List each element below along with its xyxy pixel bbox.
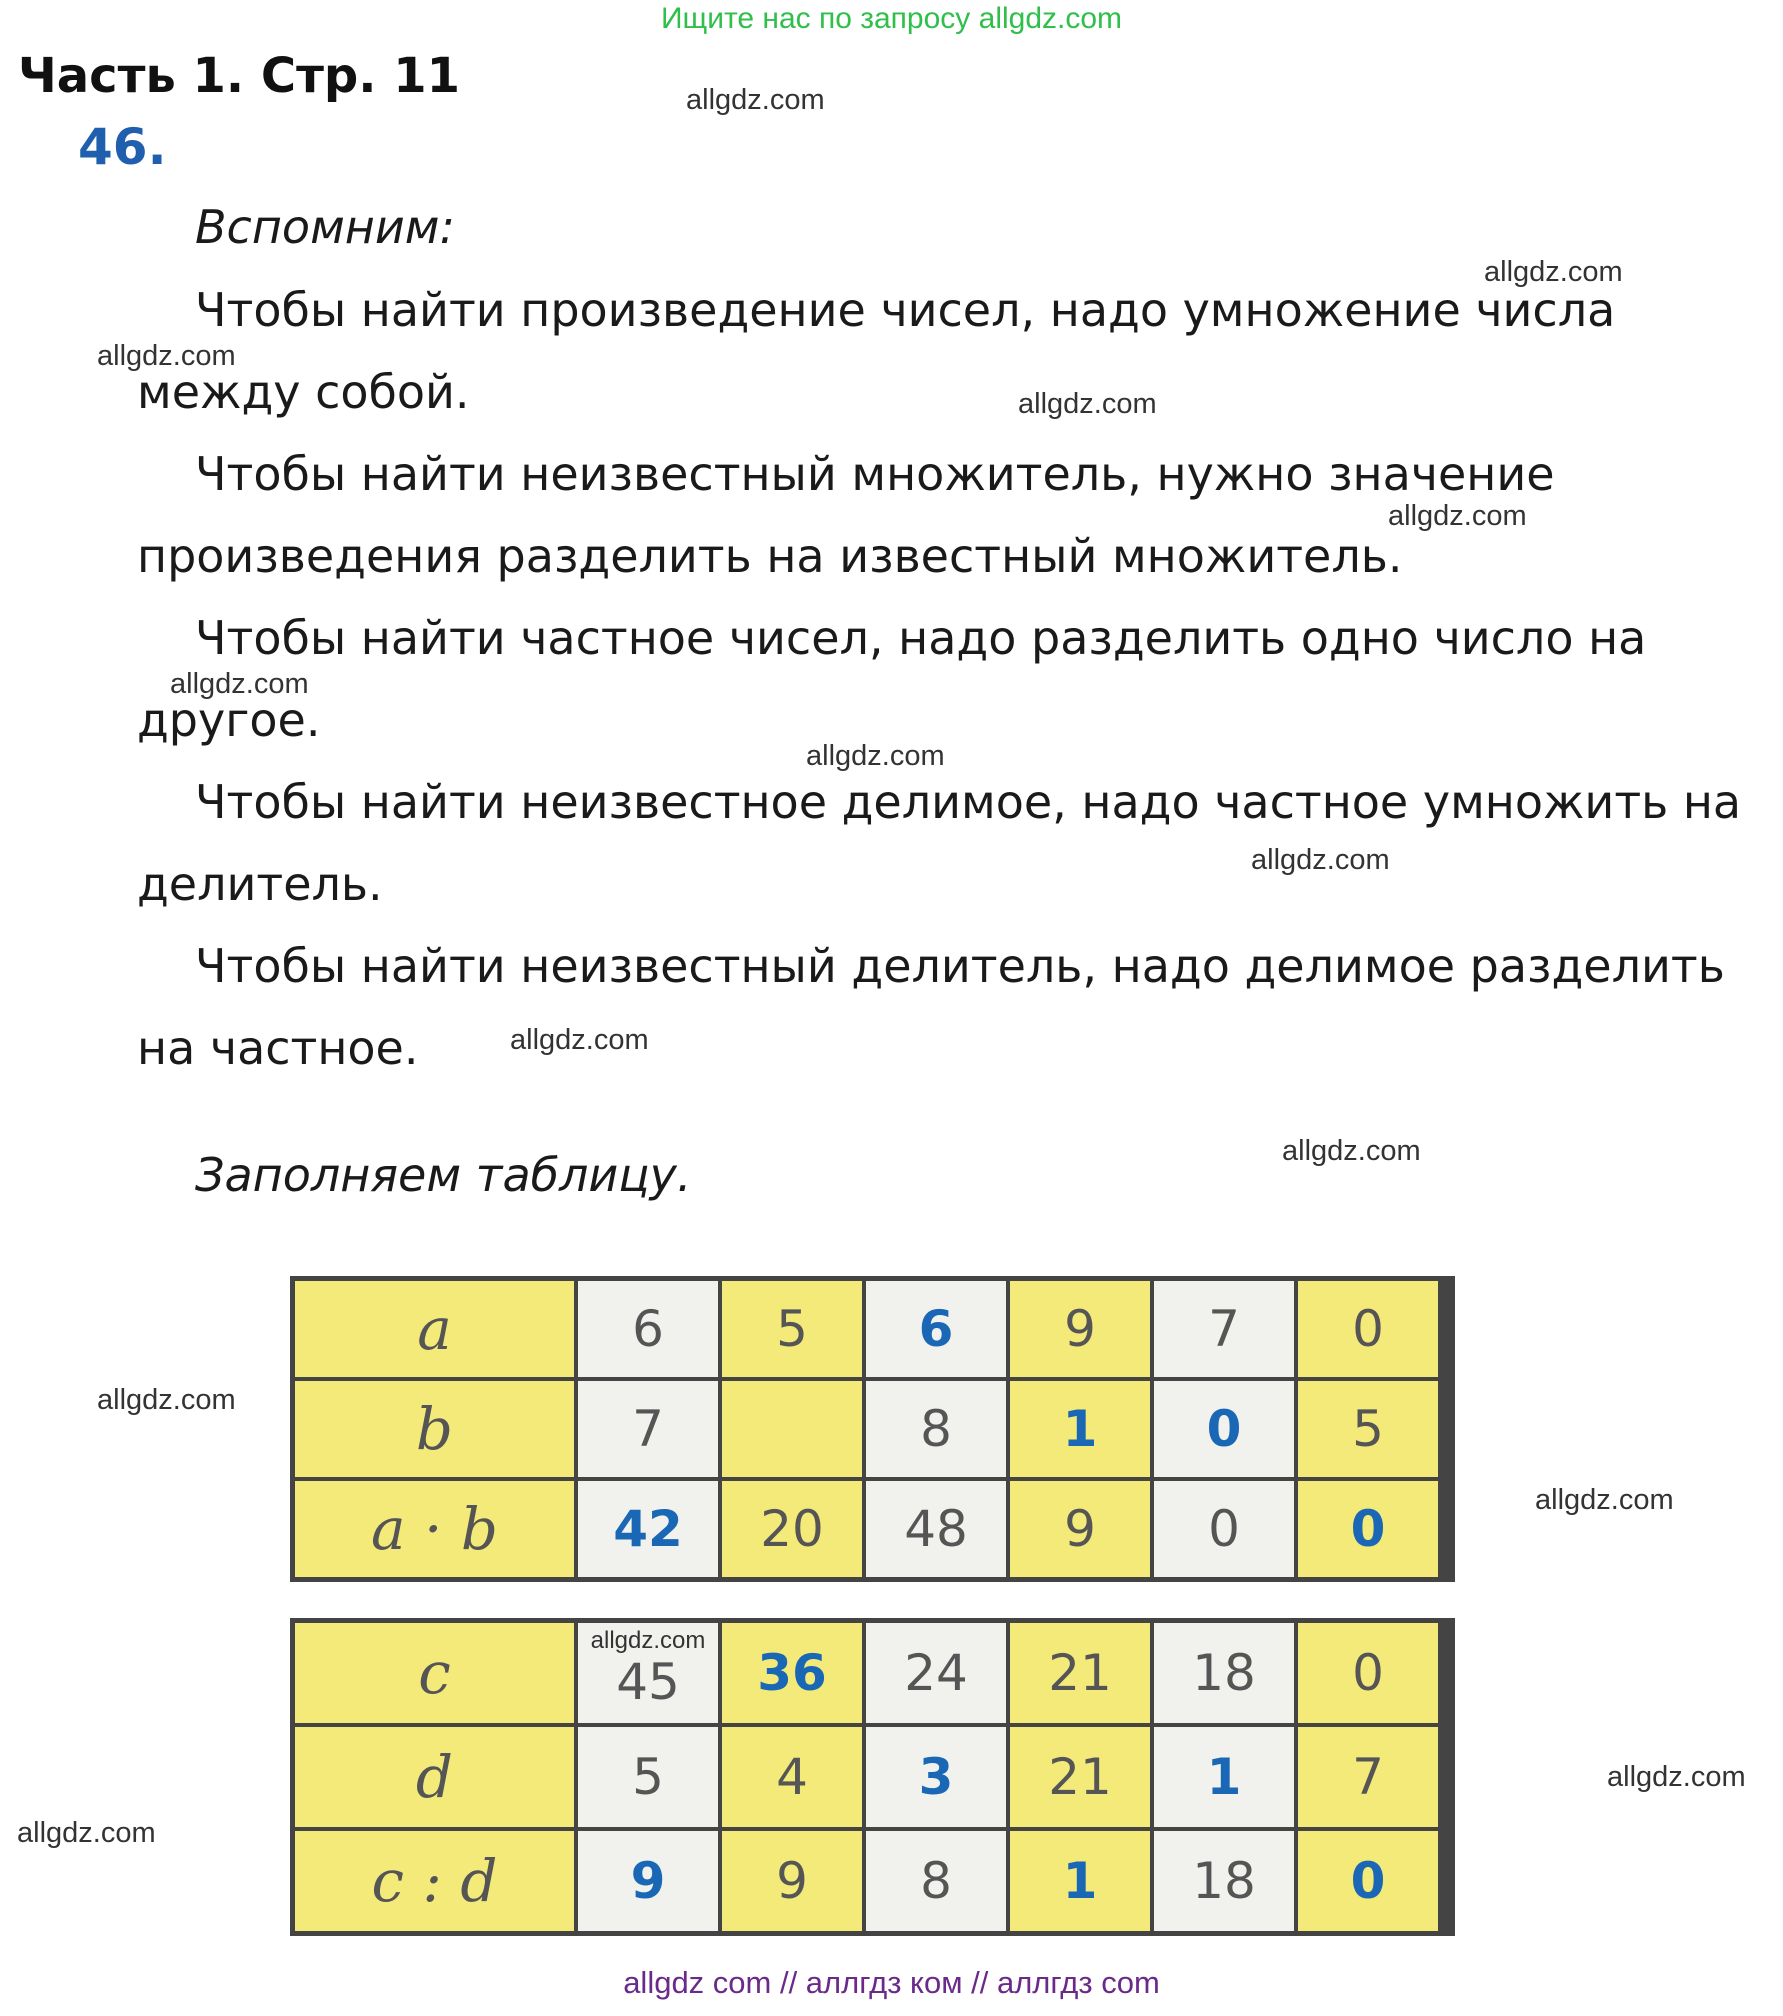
task-number: 46. <box>78 118 167 176</box>
rule-4-line-1: Чтобы найти неизвестное делимое, надо частное умножить на <box>195 775 1742 829</box>
watermark: allgdz.com <box>170 668 309 700</box>
watermark: allgdz.com <box>590 1627 706 1654</box>
table1-cell: 0 <box>1298 1281 1438 1377</box>
table1-cell: 9 <box>1010 1481 1150 1577</box>
table2-cell: 18 <box>1154 1831 1294 1931</box>
watermark: allgdz.com <box>1251 844 1390 876</box>
table2-label-d: d <box>295 1727 574 1827</box>
rule-1-line-1: Чтобы найти произведение чисел, надо умножение числа <box>195 283 1616 337</box>
division-table <box>290 1618 1455 1936</box>
table1-cell: 7 <box>578 1381 718 1477</box>
watermark: allgdz.com <box>1535 1484 1674 1516</box>
multiplication-table <box>290 1276 1455 1582</box>
table2-cell: 18 <box>1154 1623 1294 1723</box>
table2-cell: 21 <box>1010 1727 1150 1827</box>
table2-cell: 9 <box>722 1831 862 1931</box>
table1-cell: 7 <box>1154 1281 1294 1377</box>
table1-cell <box>722 1381 862 1477</box>
table1-cell: 48 <box>866 1481 1006 1577</box>
table2-cell: 8 <box>866 1831 1006 1931</box>
watermark: allgdz.com <box>1607 1761 1746 1793</box>
watermark: allgdz.com <box>1282 1135 1421 1167</box>
rule-2-line-1: Чтобы найти неизвестный множитель, нужно значение <box>195 447 1555 501</box>
watermark: allgdz.com <box>97 1384 236 1416</box>
rule-5-line-2: на частное. <box>137 1021 419 1075</box>
rule-3-line-2: другое. <box>137 693 321 747</box>
table2-label-c: c <box>295 1623 574 1723</box>
table2-cell: 5 <box>578 1727 718 1827</box>
table1-cell: 0 <box>1154 1481 1294 1577</box>
table2-cell: 0 <box>1298 1623 1438 1723</box>
watermark: allgdz.com <box>17 1817 156 1849</box>
table2-answer-cell: 0 <box>1298 1831 1438 1931</box>
rule-2-line-2: произведения разделить на известный множитель. <box>137 529 1403 583</box>
fill-table-heading: Заполняем таблицу. <box>195 1148 692 1202</box>
rule-1-line-2: между собой. <box>137 365 470 419</box>
table2-cell: 24 <box>866 1623 1006 1723</box>
watermark: allgdz.com <box>1388 500 1527 532</box>
table2-answer-cell: 3 <box>866 1727 1006 1827</box>
watermark: allgdz.com <box>806 740 945 772</box>
table2-cell-value: 45 <box>616 1653 680 1711</box>
table1-answer-cell: 6 <box>866 1281 1006 1377</box>
table1-answer-cell: 0 <box>1154 1381 1294 1477</box>
part-title: Часть 1. Стр. 11 <box>18 48 461 104</box>
table1-label-product: a · b <box>295 1481 574 1577</box>
footer-watermark: allgdz com // аллгдз ком // аллгдз com <box>623 1965 1160 2000</box>
table2-cell: 4 <box>722 1727 862 1827</box>
watermark: allgdz.com <box>686 84 825 116</box>
table2-answer-cell: 1 <box>1154 1727 1294 1827</box>
rule-4-line-2: делитель. <box>137 857 383 911</box>
table1-cell: 6 <box>578 1281 718 1377</box>
watermark: allgdz.com <box>510 1024 649 1056</box>
table2-answer-cell: 9 <box>578 1831 718 1931</box>
table2-answer-cell: 36 <box>722 1623 862 1723</box>
table1-cell: 20 <box>722 1481 862 1577</box>
table2-cell <box>578 1623 718 1723</box>
table1-answer-cell: 1 <box>1010 1381 1150 1477</box>
table2-cell: 21 <box>1010 1623 1150 1723</box>
table1-cell: 5 <box>1298 1381 1438 1477</box>
table1-label-a: a <box>295 1281 574 1377</box>
watermark: allgdz.com <box>1018 388 1157 420</box>
table1-label-b: b <box>295 1381 574 1477</box>
table2-label-quotient: c : d <box>295 1831 574 1931</box>
table1-cell: 8 <box>866 1381 1006 1477</box>
rule-3-line-1: Чтобы найти частное чисел, надо разделить одно число на <box>195 611 1647 665</box>
table1-cell: 5 <box>722 1281 862 1377</box>
table1-cell: 9 <box>1010 1281 1150 1377</box>
watermark: allgdz.com <box>1484 256 1623 288</box>
recall-heading: Вспомним: <box>195 200 455 254</box>
table2-answer-cell: 1 <box>1010 1831 1150 1931</box>
table1-answer-cell: 42 <box>578 1481 718 1577</box>
table2-cell: 7 <box>1298 1727 1438 1827</box>
rule-5-line-1: Чтобы найти неизвестный делитель, надо делимое разделить <box>195 939 1725 993</box>
watermark: allgdz.com <box>97 340 236 372</box>
table1-answer-cell: 0 <box>1298 1481 1438 1577</box>
search-banner: Ищите нас по запросу allgdz.com <box>660 2 1123 35</box>
